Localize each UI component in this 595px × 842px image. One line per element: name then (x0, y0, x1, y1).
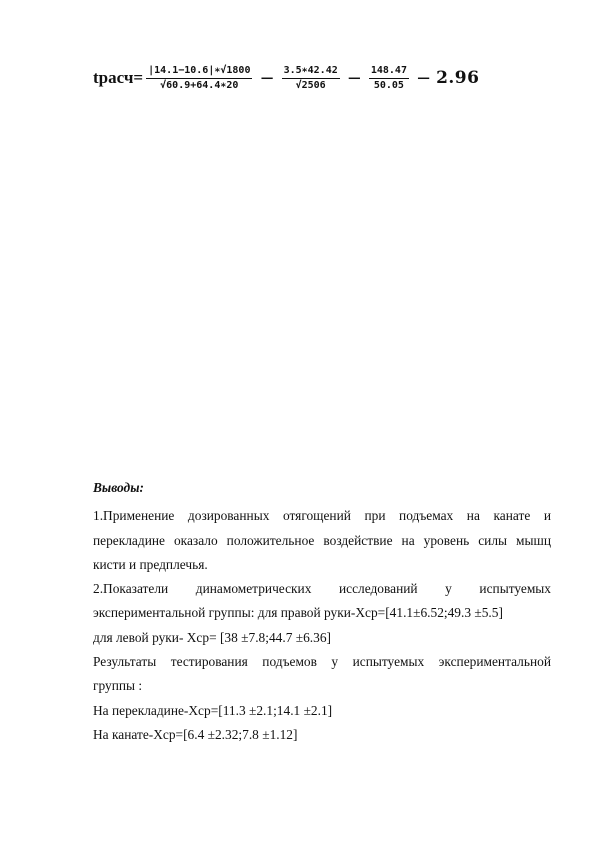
fraction-3-denominator: 50.05 (373, 79, 404, 91)
paragraph-line: перекладине оказало положительное воздействие на уровень силы мышц (93, 532, 551, 548)
paragraph-line: экспериментальной группы: для правой руки-Хср=[41.1±6.52;49.3 ±5.5] (93, 605, 503, 621)
fraction-2-denominator: √2506 (295, 79, 326, 91)
fraction-1 (146, 65, 252, 92)
paragraph-line: для левой руки- Хср= [38 ±7.8;44.7 ±6.36] (93, 629, 331, 645)
fraction-3 (369, 65, 409, 92)
paragraph-line: 2.Показатели динамометрических исследований у испытуемых (93, 581, 551, 597)
paragraph-line: Результаты тестирования подъемов у испытуемых экспериментальной (93, 654, 551, 670)
conclusions-section (93, 476, 551, 747)
fraction-1-numerator: |14.1−10.6|∗√1800 (146, 65, 252, 79)
formula-operator: − (415, 67, 432, 89)
fraction-3-numerator: 148.47 (369, 65, 409, 79)
paragraph-line: На канате-Хср=[6.4 ±2.32;7.8 ±1.12] (93, 726, 298, 742)
formula-lhs: tрасч= (93, 68, 144, 87)
formula-operator: − (346, 67, 362, 89)
conclusions-heading: Выводы: (93, 480, 144, 495)
paragraph-line: кисти и предплечья. (93, 556, 208, 572)
fraction-2-numerator: 3.5∗42.42 (282, 65, 340, 79)
formula-operator: − (259, 67, 275, 89)
paragraph-line: На перекладине-Хср=[11.3 ±2.1;14.1 ±2.1] (93, 702, 333, 718)
formula-result: 2.96 (436, 68, 480, 88)
paragraph-line: 1.Применение дозированных отягощений при подъемах на канате и (93, 508, 551, 524)
paragraph-line: группы : (93, 678, 143, 694)
fraction-2 (282, 65, 340, 92)
fraction-1-denominator: √60.9+64.4∗20 (160, 79, 239, 91)
t-test-formula (93, 56, 479, 100)
